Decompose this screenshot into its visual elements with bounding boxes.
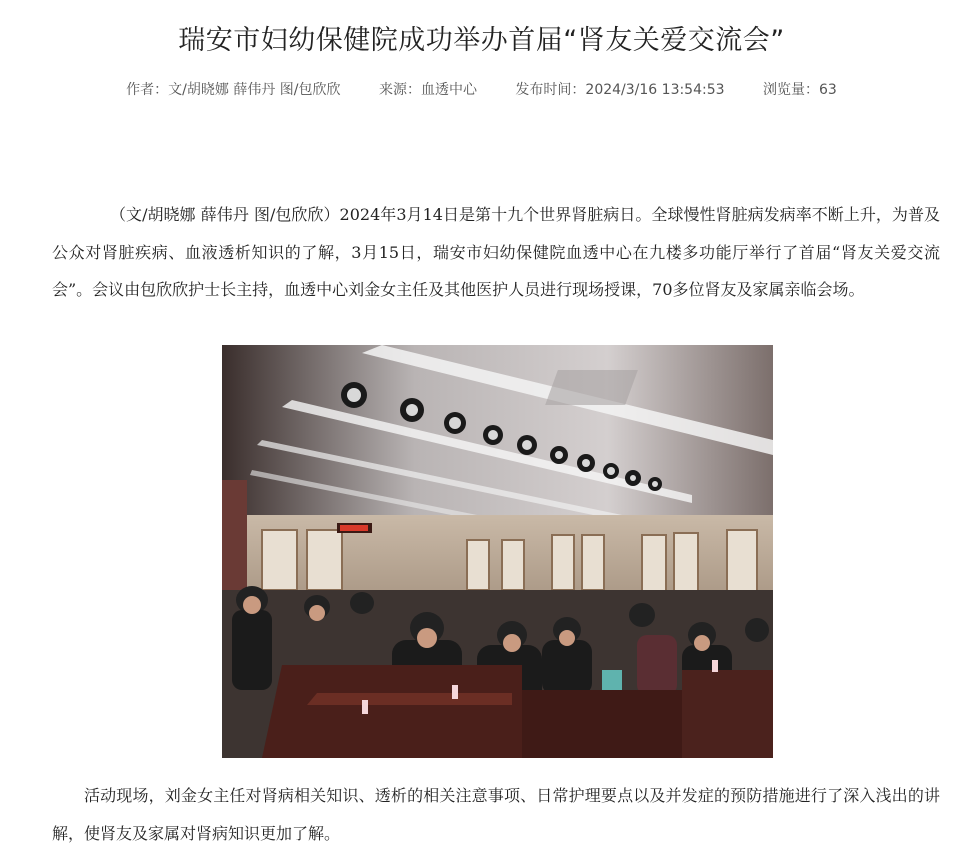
event-photo (222, 345, 773, 758)
article-title: 瑞安市妇幼保健院成功举办首届“肾友关爱交流会” (178, 25, 785, 56)
article-paragraph-1: （文/胡晓娜 薛伟丹 图/包欣欣）2024年3月14日是第十九个世界肾脏病日。全球慢性肾脏病发病率不断上升，为普及公众对肾脏疾病、血液透析知识的了解，3月15日，瑞安市妇幼保健院血透中心在九楼多功能厅举行了首届“肾友关爱交流会”。会议由包欣欣护士长主持，血透中心刘金女主任及其他医护人员进行现场授课，70多位肾友及家属亲临会场。 (52, 205, 940, 299)
meta-published: 发布时间：2024/3/16 13:54:53 (515, 82, 725, 98)
meta-views: 浏览量：63 (763, 82, 837, 98)
article-paragraph-2: 活动现场，刘金女主任对肾病相关知识、透析的相关注意事项、日常护理要点以及并发症的预防措施进行了深入浅出的讲解，使肾友及家属对肾病知识更加了解。 (52, 786, 940, 843)
meta-author: 作者：文/胡晓娜 薛伟丹 图/包欣欣 (126, 82, 341, 98)
meta-source: 来源：血透中心 (378, 82, 477, 98)
article-meta (0, 79, 963, 99)
